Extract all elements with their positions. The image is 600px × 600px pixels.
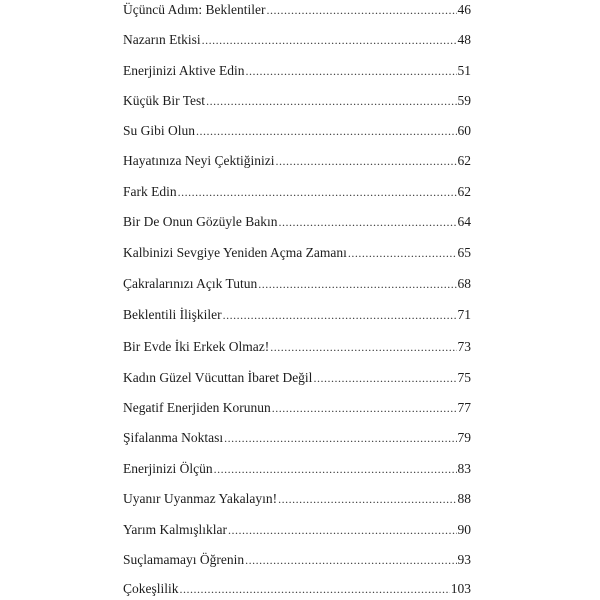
toc-entry <box>123 368 471 388</box>
toc-entry <box>123 459 471 479</box>
toc-entry-page: 93 <box>457 552 471 567</box>
toc-entry-title: Negatif Enerjiden Korunun <box>123 400 271 415</box>
dot-leader <box>180 579 450 599</box>
toc-entry-page: 90 <box>457 522 471 537</box>
dot-leader <box>275 151 456 171</box>
toc-entry <box>123 305 471 325</box>
toc-entry-title: Bir De Onun Gözüyle Bakın <box>123 214 278 229</box>
toc-entry-page: 65 <box>457 245 471 260</box>
toc-entry <box>123 337 471 357</box>
toc-entry-page: 51 <box>457 63 471 78</box>
toc-entry <box>123 61 471 81</box>
toc-entry-title: Kadın Güzel Vücuttan İbaret Değil <box>123 370 313 385</box>
toc-entry <box>123 91 471 111</box>
dot-leader <box>178 182 457 202</box>
toc-entry-title: Şifalanma Noktası <box>123 430 224 445</box>
dot-leader <box>228 520 457 540</box>
toc-entry-page: 77 <box>457 400 471 415</box>
toc-entry <box>123 151 471 171</box>
toc-entry <box>123 520 471 540</box>
dot-leader <box>196 121 456 141</box>
toc-entry-title: Su Gibi Olun <box>123 123 196 138</box>
toc-entry-page: 64 <box>457 214 471 229</box>
toc-entry <box>123 550 471 570</box>
toc-entry <box>123 121 471 141</box>
toc-entry <box>123 274 471 294</box>
dot-leader <box>348 243 457 263</box>
toc-entry <box>123 182 471 202</box>
dot-leader <box>206 91 456 111</box>
toc-entry <box>123 489 471 509</box>
dot-leader <box>202 30 457 50</box>
toc-entry-page: 48 <box>457 32 471 47</box>
toc-entry-title: Enerjinizi Aktive Edin <box>123 63 245 78</box>
toc-entry <box>123 212 471 232</box>
toc-entry-title: Bir Evde İki Erkek Olmaz! <box>123 339 270 354</box>
toc-entry-title: Kalbinizi Sevgiye Yeniden Açma Zamanı <box>123 245 347 260</box>
toc-entry-title: Enerjinizi Ölçün <box>123 461 213 476</box>
toc-entry <box>123 579 471 599</box>
dot-leader <box>223 305 457 325</box>
toc-entry <box>123 398 471 418</box>
toc-entry-title: Çakralarınızı Açık Tutun <box>123 276 258 291</box>
toc-entry-title: Fark Edin <box>123 184 177 199</box>
toc-entry-page: 83 <box>457 461 471 476</box>
toc-entry-title: Küçük Bir Test <box>123 93 206 108</box>
toc-entry-page: 60 <box>457 123 471 138</box>
toc-entry-page: 62 <box>457 153 471 168</box>
toc-entry-page: 79 <box>457 430 471 445</box>
toc-entry-page: 46 <box>457 2 471 17</box>
toc-entry <box>123 428 471 448</box>
dot-leader <box>245 550 456 570</box>
toc-entry-page: 88 <box>457 491 471 506</box>
toc-entry-title: Beklentili İlişkiler <box>123 307 222 322</box>
toc-entry-page: 71 <box>457 307 471 322</box>
dot-leader <box>266 0 456 20</box>
toc-entry-page: 73 <box>457 339 471 354</box>
toc-entry-page: 103 <box>450 581 471 596</box>
toc-entry-page: 75 <box>457 370 471 385</box>
toc-entry-title: Hayatınıza Neyi Çektiğinizi <box>123 153 275 168</box>
toc-entry-page: 62 <box>457 184 471 199</box>
toc-entry-title: Çokeşlilik <box>123 581 179 596</box>
toc-entry-page: 68 <box>457 276 471 291</box>
toc-entry-title: Uyanır Uyanmaz Yakalayın! <box>123 491 278 506</box>
dot-leader <box>278 212 456 232</box>
toc-entry-title: Nazarın Etkisi <box>123 32 201 47</box>
toc-entry-title: Yarım Kalmışlıklar <box>123 522 227 537</box>
dot-leader <box>313 368 456 388</box>
toc-entry-title: Suçlamamayı Öğrenin <box>123 552 245 567</box>
toc-entry-page: 59 <box>457 93 471 108</box>
dot-leader <box>214 459 457 479</box>
dot-leader <box>245 61 456 81</box>
dot-leader <box>270 337 456 357</box>
toc-entry <box>123 30 471 50</box>
dot-leader <box>258 274 456 294</box>
toc-entry <box>123 243 471 263</box>
dot-leader <box>278 489 456 509</box>
dot-leader <box>272 398 457 418</box>
toc-entry <box>123 0 471 20</box>
toc-entry-title: Üçüncü Adım: Beklentiler <box>123 2 266 17</box>
dot-leader <box>224 428 456 448</box>
